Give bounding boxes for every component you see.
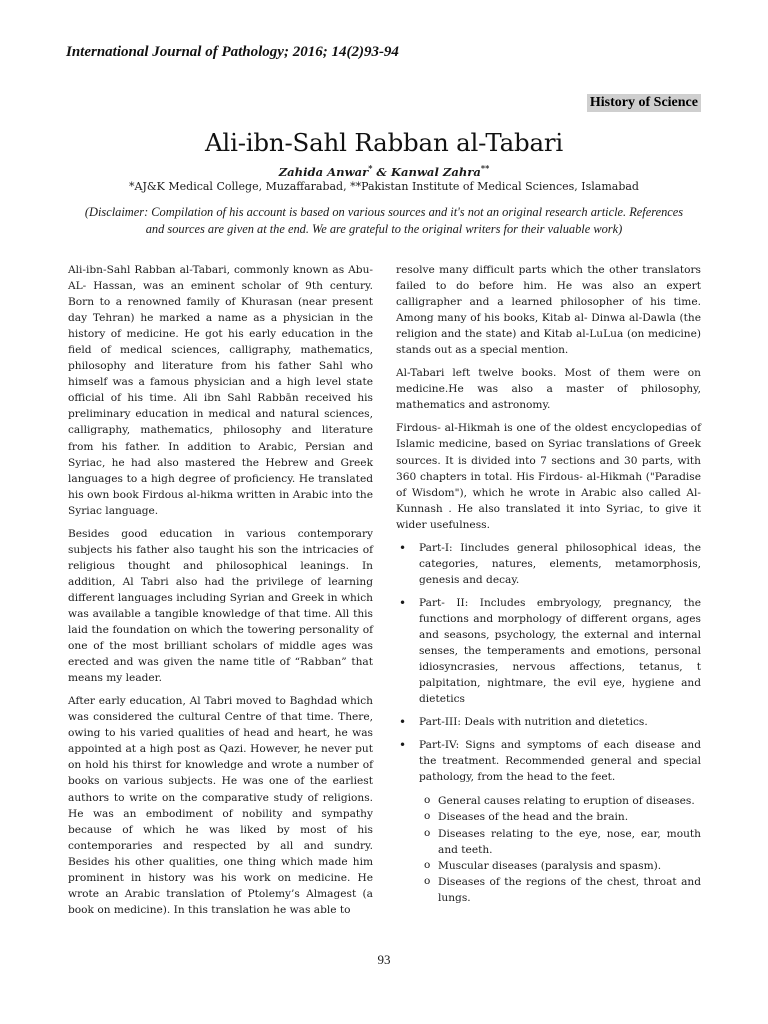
author-name: Zahida Anwar [278,164,369,179]
page-number: 93 [377,952,391,967]
article-title: Ali-ibn-Sahl Rabban al-Tabari [204,128,564,157]
sub-list-item: o Diseases of the regions of the chest, throat and lungs. [438,874,701,906]
sub-list [419,793,701,905]
section-label: History of Science [587,94,701,112]
right-column [396,262,701,913]
paragraph: Besides good education in various contemporary subjects his father also taught his son the intricacies of religious thought and philosophical leanings. In addition, Al Tabri also had the privilege of learning different languages including Syrian and Greek in which was available a tangible knowledge of that time. All this laid the foundation on which the towering personality of one of the most brilliant scholars of middle ages was erected and was given the name title of “Rabban” that means my leader. [68,527,373,685]
disclaimer: (Disclaimer: Compilation of his account is based on various sources and it's not an original research article. References and sources are given at the end. We are grateful to the original writers for their valuable work) [84,205,684,236]
list-item [419,737,701,905]
paragraph: Ali-ibn-Sahl Rabban al-Tabari, commonly known as Abu-AL- Hassan, was an eminent scholar of 9th century. Born to a renowned family of Khurasan (near present day Tehran) he marked a name as a physician in the history of medicine. He got his early education in the field of medical sciences, calligraphy, mathematics, philosophy and literature from his father Sahl who himself was a famous physician and a high level state official of his time. Ali ibn Sahl Rabbān received his preliminary education in medical and natural sciences, calligraphy, mathematics, philosophy and literature from his father. In addition to Arabic, Persian and Syriac, he had also mastered the Hebrew and Greek languages to a high degree of proficiency. He translated his own book Firdous al-hikma written in Arabic into the Syriac language. [68,264,373,517]
paragraph: resolve many difficult parts which the other translators failed to do before him. He was also an expert calligrapher and a learned philosopher of his time. Among many of his books, Kitab al- Dinwa al-Dawla (the religion and the state) and Kitab al-LuLua (on medicine) stands out as a special mention. [396,264,701,357]
list-item: • Part- II: Includes embryology, pregnancy, the functions and morphology of different organs, ages and seasons, psychology, the external and internal senses, the temperaments and emotions, personal idiosyncrasies, nervous affections, tetanus, t palpitation, nightmare, the evil eye, hygiene and dietetics [419,595,701,707]
left-column [68,262,373,925]
parts-list [396,540,701,906]
author-mark: * [368,163,373,173]
author-mark: ** [480,163,490,173]
paragraph: After early education, Al Tabri moved to Baghdad which was considered the cultural Centre of that time. There, owing to his varied qualities of head and heart, he was appointed at a high post as Qazi. However, he never put on hold his thirst for knowledge and wrote a number of books on various subjects. He was one of the earliest authors to write on the comparative study of religions. He was an embodiment of nobility and sympathy because of which he was liked by most of his contemporaries and respected by all and sundry. Besides his other qualities, one thing which made him prominent in history was his work on medicine. He wrote an Arabic translation of Ptolemy’s Almagest (a book on medicine). In this translation he was able to [68,695,373,916]
author-name: Kanwal Zahra [390,164,481,179]
sub-list-item: o General causes relating to eruption of diseases. [438,793,701,809]
affiliations: *AJ&K Medical College, Muzaffarabad, **Pakistan Institute of Medical Sciences, Islamabad [129,180,639,193]
list-item: • Part-I: Iincludes general philosophical ideas, the categories, natures, elements, metamorphosis, genesis and decay. [419,540,701,588]
sub-list-item: o Muscular diseases (paralysis and spasm). [438,858,701,874]
paragraph: Firdous- al-Hikmah is one of the oldest encyclopedias of Islamic medicine, based on Syriac translations of Greek sources. It is divided into 7 sections and 30 parts, with 360 chapters in total. His Firdous- al-Hikmah ("Paradise of Wisdom"), which he wrote in Arabic also called Al-Kunnash . He also translated it into Syriac, to give it wider usefulness. [396,422,701,531]
journal-citation: International Journal of Pathology; 2016; 14(2)93-94 [66,44,399,60]
sub-list-item: o Diseases relating to the eye, nose, ear, mouth and teeth. [438,826,701,858]
list-item: • Part-III: Deals with nutrition and dietetics. [419,714,701,730]
author-separator: & [372,164,391,179]
sub-list-item: o Diseases of the head and the brain. [438,809,701,825]
paragraph: Al-Tabari left twelve books. Most of them were on medicine.He was also a master of philosophy, mathematics and astronomy. [396,367,701,412]
author-line [0,163,768,179]
list-item-text: Part-IV: Signs and symptoms of each disease and the treatment. Recommended general and special pathology, from the head to the feet. [419,739,701,784]
